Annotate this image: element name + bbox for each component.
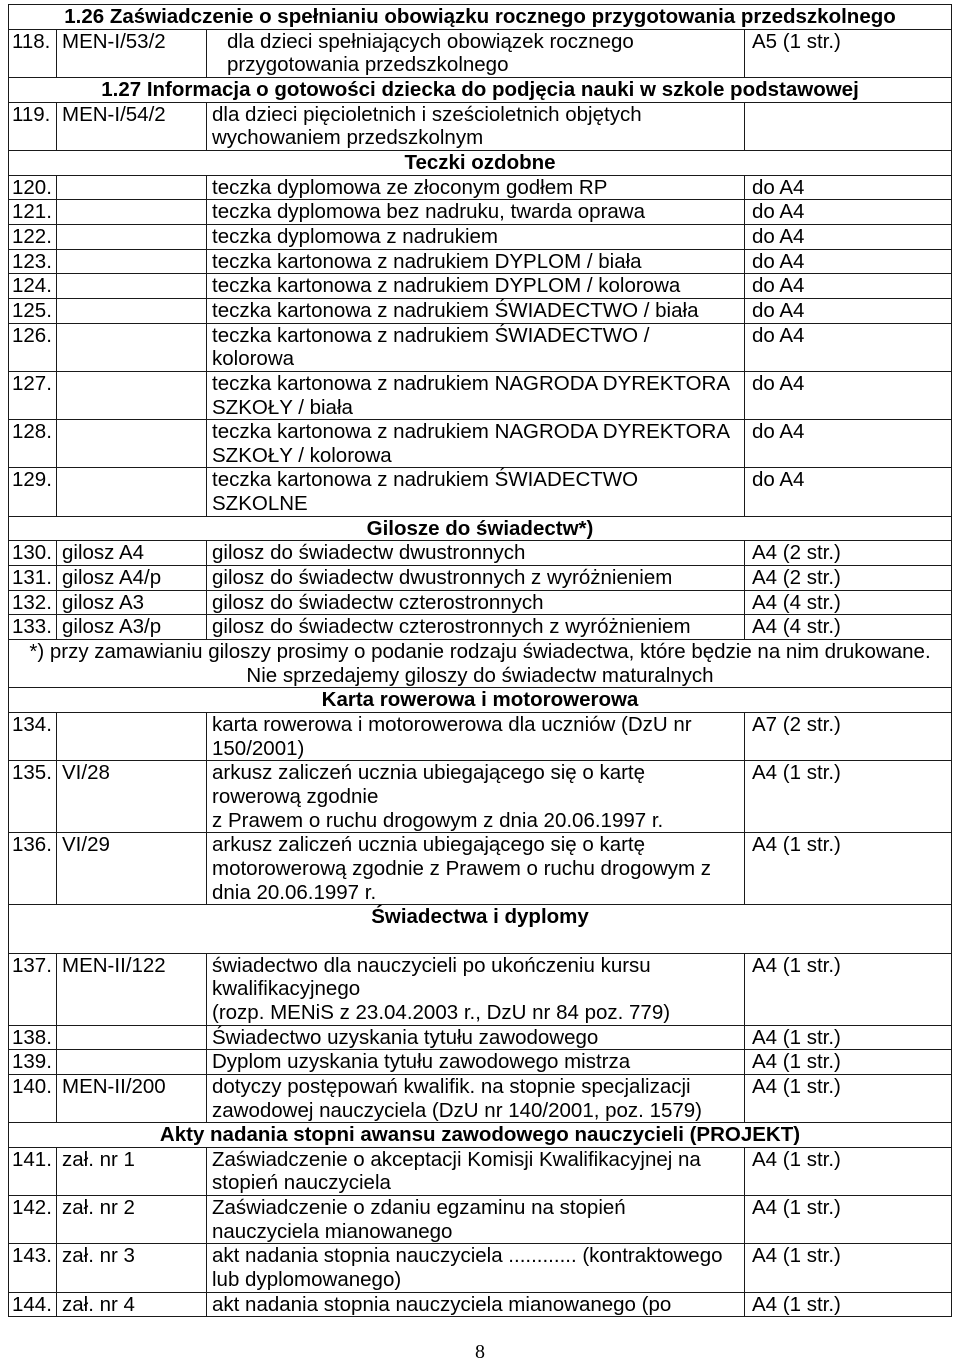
table-row	[9, 468, 951, 516]
description-line: dnia 20.06.1997 r.	[212, 880, 377, 904]
description-line: gilosz do świadectw czterostronnych z wyróżnieniem	[212, 615, 691, 639]
item-number: 142.	[9, 1196, 57, 1243]
item-code: zał. nr 3	[57, 1244, 207, 1291]
description-line: wychowaniem przedszkolnym	[212, 126, 484, 150]
item-format: A4 (1 str.)	[752, 953, 841, 977]
description-line: teczka kartonowa z nadrukiem ŚWIADECTWO	[212, 468, 639, 492]
description-line: lub dyplomowanego)	[212, 1268, 402, 1292]
catalog-table	[8, 4, 952, 1317]
item-format: A7 (2 str.)	[752, 713, 841, 737]
item-description	[207, 1244, 745, 1291]
item-number: 118.	[9, 30, 57, 77]
description-line: z Prawem o ruchu drogowym z dnia 20.06.1997 r.	[212, 808, 664, 832]
item-code: gilosz A4	[57, 541, 207, 565]
item-code	[57, 225, 207, 249]
item-format: do A4	[752, 200, 805, 224]
description-line: teczka kartonowa z nadrukiem DYPLOM / biała	[212, 249, 642, 273]
section-header	[9, 151, 951, 176]
item-number: 132.	[9, 591, 57, 615]
item-number: 123.	[9, 250, 57, 274]
item-code	[57, 274, 207, 298]
description-line: akt nadania stopnia nauczyciela mianowanego (po	[212, 1292, 672, 1316]
description-line: SZKOŁY / biała	[212, 395, 353, 419]
description-line: rowerową zgodnie	[212, 785, 379, 808]
item-number: 122.	[9, 225, 57, 249]
table-row	[9, 833, 951, 905]
item-format: A4 (1 str.)	[752, 1147, 841, 1171]
item-number: 127.	[9, 372, 57, 419]
footnote-line: Nie sprzedajemy giloszy do świadectw maturalnych	[246, 663, 714, 687]
item-number: 131.	[9, 566, 57, 590]
item-description	[207, 1050, 745, 1074]
item-format: do A4	[752, 371, 805, 395]
description-line: Świadectwo uzyskania tytułu zawodowego	[212, 1025, 599, 1049]
item-code	[57, 200, 207, 224]
item-format: do A4	[752, 298, 805, 322]
item-format: do A4	[752, 274, 805, 298]
item-code	[57, 324, 207, 371]
section-header	[9, 78, 951, 103]
section-title: Świadectwa i dyplomy	[371, 905, 589, 929]
description-line: teczka kartonowa z nadrukiem DYPLOM / kolorowa	[212, 274, 681, 298]
item-number: 135.	[9, 761, 57, 832]
description-line: SZKOŁY / kolorowa	[212, 443, 392, 467]
item-code: zał. nr 2	[57, 1196, 207, 1243]
description-line: teczka kartonowa z nadrukiem ŚWIADECTWO / biała	[212, 298, 699, 322]
description-line: karta rowerowa i motorowerowa dla uczniów (DzU nr	[212, 713, 692, 737]
table-row	[9, 541, 951, 566]
table-row	[9, 420, 951, 468]
item-code: gilosz A3/p	[57, 615, 207, 639]
description-line: teczka kartonowa z nadrukiem NAGRODA DYREKTORA	[212, 420, 730, 444]
description-line: arkusz zaliczeń ucznia ubiegającego się o kartę	[212, 761, 646, 785]
item-format: do A4	[752, 249, 805, 273]
item-number: 120.	[9, 176, 57, 200]
item-number: 141.	[9, 1148, 57, 1195]
item-number: 139.	[9, 1050, 57, 1074]
description-line: teczka kartonowa z nadrukiem ŚWIADECTWO /	[212, 323, 650, 347]
item-code	[57, 299, 207, 323]
description-line: gilosz do świadectw czterostronnych	[212, 590, 544, 614]
item-description	[207, 713, 745, 760]
section-header	[9, 905, 951, 953]
description-line: teczka dyplomowa z nadrukiem	[212, 224, 498, 248]
item-code	[57, 1050, 207, 1074]
item-description	[207, 954, 745, 1025]
table-row	[9, 591, 951, 616]
table-row	[9, 299, 951, 324]
item-code: VI/29	[57, 833, 207, 904]
item-code	[57, 468, 207, 515]
item-format: do A4	[752, 224, 805, 248]
item-number: 134.	[9, 713, 57, 760]
item-code	[57, 250, 207, 274]
section-title: Teczki ozdobne	[404, 150, 556, 174]
description-line: dotyczy postępowań kwalifik. na stopnie specjalizacji	[212, 1074, 691, 1098]
item-number: 144.	[9, 1293, 57, 1317]
item-format: A4 (1 str.)	[752, 1196, 841, 1220]
item-format: A4 (1 str.)	[752, 833, 841, 857]
footnote-line: *) przy zamawianiu giloszy prosimy o podanie rodzaju świadectwa, które będzie na nim drukowane.	[29, 640, 931, 664]
item-code: MEN-II/200	[57, 1075, 207, 1122]
section-title: Akty nadania stopni awansu zawodowego nauczycieli (PROJEKT)	[159, 1123, 801, 1147]
item-description	[207, 1196, 745, 1243]
description-line: Dyplom uzyskania tytułu zawodowego mistrza	[212, 1050, 631, 1074]
section-header	[9, 1123, 951, 1148]
item-number: 140.	[9, 1075, 57, 1122]
table-row	[9, 103, 951, 151]
table-row	[9, 274, 951, 299]
section-title: Gilosze do świadectw*)	[366, 516, 594, 540]
description-line: akt nadania stopnia nauczyciela ............ (kontraktowego	[212, 1244, 723, 1268]
item-number: 124.	[9, 274, 57, 298]
item-format: do A4	[752, 420, 805, 444]
item-description	[207, 176, 745, 200]
item-format: A4 (1 str.)	[752, 761, 841, 785]
item-number: 126.	[9, 324, 57, 371]
item-description	[207, 30, 745, 77]
item-code	[57, 1026, 207, 1050]
item-description	[207, 761, 745, 832]
description-line: SZKOLNE	[212, 492, 308, 516]
table-row	[9, 250, 951, 275]
item-format: A4 (2 str.)	[752, 566, 841, 590]
section-header	[9, 517, 951, 542]
item-format: A4 (1 str.)	[752, 1074, 841, 1098]
table-row	[9, 225, 951, 250]
description-line: Zaświadczenie o zdaniu egzaminu na stopień	[212, 1196, 626, 1220]
item-number: 143.	[9, 1244, 57, 1291]
table-row	[9, 372, 951, 420]
item-code	[57, 420, 207, 467]
item-format: A4 (1 str.)	[752, 1050, 841, 1074]
item-description	[207, 1075, 745, 1122]
table-row	[9, 200, 951, 225]
item-code	[57, 372, 207, 419]
item-code	[57, 176, 207, 200]
item-description	[207, 420, 745, 467]
item-description	[207, 1148, 745, 1195]
item-format: A4 (2 str.)	[752, 541, 841, 565]
item-number: 130.	[9, 541, 57, 565]
description-line: kwalifikacyjnego	[212, 977, 361, 1001]
section-title: 1.26 Zaświadczenie o spełnianiu obowiązku rocznego przygotowania przedszkolnego	[64, 5, 896, 28]
description-line: gilosz do świadectw dwustronnych	[212, 541, 526, 565]
item-description	[207, 324, 745, 371]
table-row	[9, 1050, 951, 1075]
description-line: (rozp. MENiS z 23.04.2003 r., DzU nr 84 poz. 779)	[212, 1000, 671, 1024]
description-line: dla dzieci pięcioletnich i sześcioletnich objętych	[212, 102, 642, 126]
item-format: A4 (4 str.)	[752, 615, 841, 639]
item-code: VI/28	[57, 761, 207, 832]
item-description	[207, 372, 745, 419]
table-row	[9, 566, 951, 591]
item-format: do A4	[752, 175, 805, 199]
item-description	[207, 541, 745, 565]
item-description	[207, 566, 745, 590]
description-line: teczka dyplomowa ze złoconym godłem RP	[212, 175, 608, 199]
section-header	[9, 688, 951, 713]
item-format: A4 (1 str.)	[752, 1025, 841, 1049]
item-code: MEN-I/54/2	[57, 103, 207, 150]
table-row	[9, 954, 951, 1026]
item-format	[745, 103, 951, 150]
table-row	[9, 1075, 951, 1123]
table-row	[9, 615, 951, 640]
item-description	[207, 1026, 745, 1050]
item-description	[207, 299, 745, 323]
item-format: A4 (1 str.)	[752, 1292, 841, 1316]
section-title: 1.27 Informacja o gotowości dziecka do podjęcia nauki w szkole podstawowej	[101, 77, 859, 101]
item-format: do A4	[752, 468, 805, 492]
description-line: 150/2001)	[212, 736, 305, 760]
item-description	[207, 274, 745, 298]
item-format: A4 (1 str.)	[752, 1244, 841, 1268]
item-description	[207, 833, 745, 904]
description-line: przygotowania przedszkolnego	[227, 53, 509, 77]
item-number: 136.	[9, 833, 57, 904]
table-row	[9, 1244, 951, 1292]
table-row	[9, 30, 951, 78]
item-number: 128.	[9, 420, 57, 467]
item-format: A5 (1 str.)	[752, 29, 841, 53]
table-row	[9, 761, 951, 833]
item-number: 125.	[9, 299, 57, 323]
table-row	[9, 1148, 951, 1196]
table-row	[9, 176, 951, 201]
item-description	[207, 615, 745, 639]
item-description	[207, 225, 745, 249]
section-title: Karta rowerowa i motorowerowa	[321, 688, 639, 712]
table-row	[9, 1196, 951, 1244]
section-header	[9, 5, 951, 30]
description-line: kolorowa	[212, 347, 295, 371]
description-line: świadectwo dla nauczycieli po ukończeniu kursu	[212, 953, 651, 977]
description-line: zawodowej nauczyciela (DzU nr 140/2001, poz. 1579)	[212, 1098, 702, 1122]
item-code: zał. nr 1	[57, 1148, 207, 1195]
item-code: MEN-I/53/2	[57, 30, 207, 77]
item-code: zał. nr 4	[57, 1293, 207, 1317]
item-description	[207, 250, 745, 274]
description-line: stopień nauczyciela	[212, 1171, 391, 1195]
table-row	[9, 713, 951, 761]
table-row	[9, 1293, 951, 1318]
page-number: 8	[475, 1341, 485, 1363]
description-line: motorowerową zgodnie z Prawem o ruchu drogowym z	[212, 856, 712, 880]
item-description	[207, 1293, 745, 1317]
item-number: 137.	[9, 954, 57, 1025]
item-description	[207, 468, 745, 515]
item-number: 138.	[9, 1026, 57, 1050]
item-number: 133.	[9, 615, 57, 639]
item-code: MEN-II/122	[57, 954, 207, 1025]
table-row	[9, 1026, 951, 1051]
description-line: teczka kartonowa z nadrukiem NAGRODA DYREKTORA	[212, 371, 730, 395]
description-line: gilosz do świadectw dwustronnych z wyróżnieniem	[212, 566, 673, 590]
item-description	[207, 591, 745, 615]
description-line: dla dzieci spełniających obowiązek rocznego	[227, 29, 634, 53]
item-code: gilosz A3	[57, 591, 207, 615]
item-description	[207, 200, 745, 224]
item-number: 121.	[9, 200, 57, 224]
item-code	[57, 713, 207, 760]
description-line: arkusz zaliczeń ucznia ubiegającego się o kartę	[212, 833, 646, 857]
item-number: 129.	[9, 468, 57, 515]
description-line: nauczyciela mianowanego	[212, 1219, 453, 1243]
description-line: Zaświadczenie o akceptacji Komisji Kwalifikacyjnej na	[212, 1147, 701, 1171]
item-code: gilosz A4/p	[57, 566, 207, 590]
footnote	[9, 640, 951, 688]
item-description	[207, 103, 745, 150]
item-format: A4 (4 str.)	[752, 590, 841, 614]
description-line: teczka dyplomowa bez nadruku, twarda oprawa	[212, 200, 646, 224]
table-row	[9, 324, 951, 372]
item-format: do A4	[752, 323, 805, 347]
item-number: 119.	[9, 103, 57, 150]
